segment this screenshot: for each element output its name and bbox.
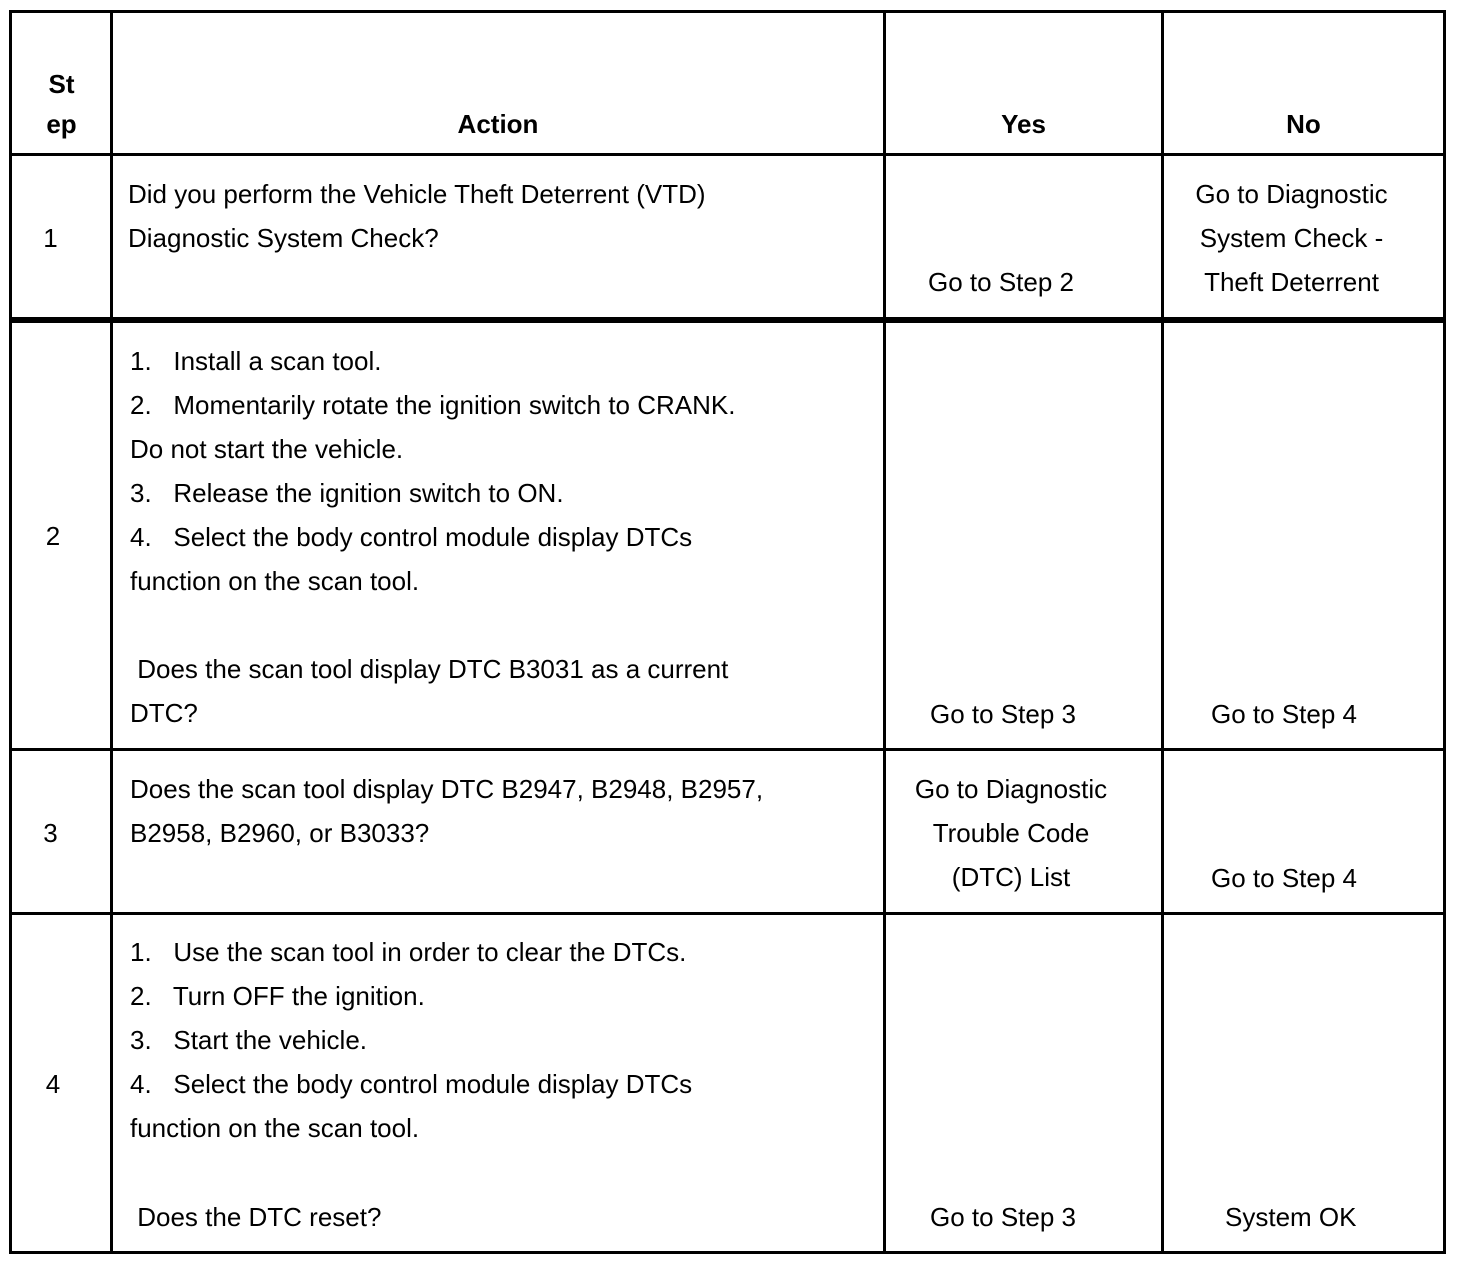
diagnostic-table <box>9 10 1446 1254</box>
row-3-no: Go to Step 4 <box>1211 863 1357 893</box>
row-1-no: Go to Diagnostic System Check - Theft Deterrent <box>1195 179 1388 297</box>
header-yes: Yes <box>1001 109 1046 139</box>
table-border-top <box>9 10 1446 13</box>
action-yes-divider <box>883 10 886 1254</box>
row-4-yes: Go to Step 3 <box>930 1202 1076 1232</box>
row-4-question: Does the DTC reset? <box>130 1202 382 1232</box>
table-border-bottom <box>9 1251 1446 1254</box>
row-4-step: 4 <box>45 1069 61 1099</box>
row-2-question: Does the scan tool display DTC B3031 as a current DTC? <box>130 654 729 728</box>
row-2-no: Go to Step 4 <box>1211 699 1357 729</box>
row-4-no: System OK <box>1225 1202 1357 1232</box>
row-4-action: 1. Use the scan tool in order to clear the DTCs. 2. Turn OFF the ignition. 3. Start the vehicle. 4. Select the body control module display DTCs function on the scan tool. <box>130 937 693 1143</box>
row-3-divider <box>9 912 1446 915</box>
row-1-action: Did you perform the Vehicle Theft Deterrent (VTD) Diagnostic System Check? <box>128 179 706 253</box>
row-1-divider <box>9 317 1446 323</box>
header-action: Action <box>457 109 539 139</box>
row-2-divider <box>9 748 1446 751</box>
row-2-action: 1. Install a scan tool. 2. Momentarily rotate the ignition switch to CRANK. Do not start the vehicle. 3. Release the ignition switch to ON. 4. Select the body control module display DTCs function on the scan tool. <box>130 346 736 596</box>
header-no: No <box>1286 109 1321 139</box>
row-3-step: 3 <box>43 818 58 848</box>
header-row-divider <box>9 153 1446 156</box>
step-action-divider <box>110 10 113 1254</box>
header-step: St ep <box>46 69 77 139</box>
table-border-left <box>9 10 12 1254</box>
row-3-action: Does the scan tool display DTC B2947, B2948, B2957, B2958, B2960, or B3033? <box>130 774 764 848</box>
row-1-yes: Go to Step 2 <box>928 267 1074 297</box>
row-1-step: 1 <box>43 223 58 253</box>
table-border-right <box>1443 10 1446 1254</box>
row-2-yes: Go to Step 3 <box>930 699 1076 729</box>
row-3-yes: Go to Diagnostic Trouble Code (DTC) List <box>914 774 1108 892</box>
row-2-step: 2 <box>45 521 61 551</box>
